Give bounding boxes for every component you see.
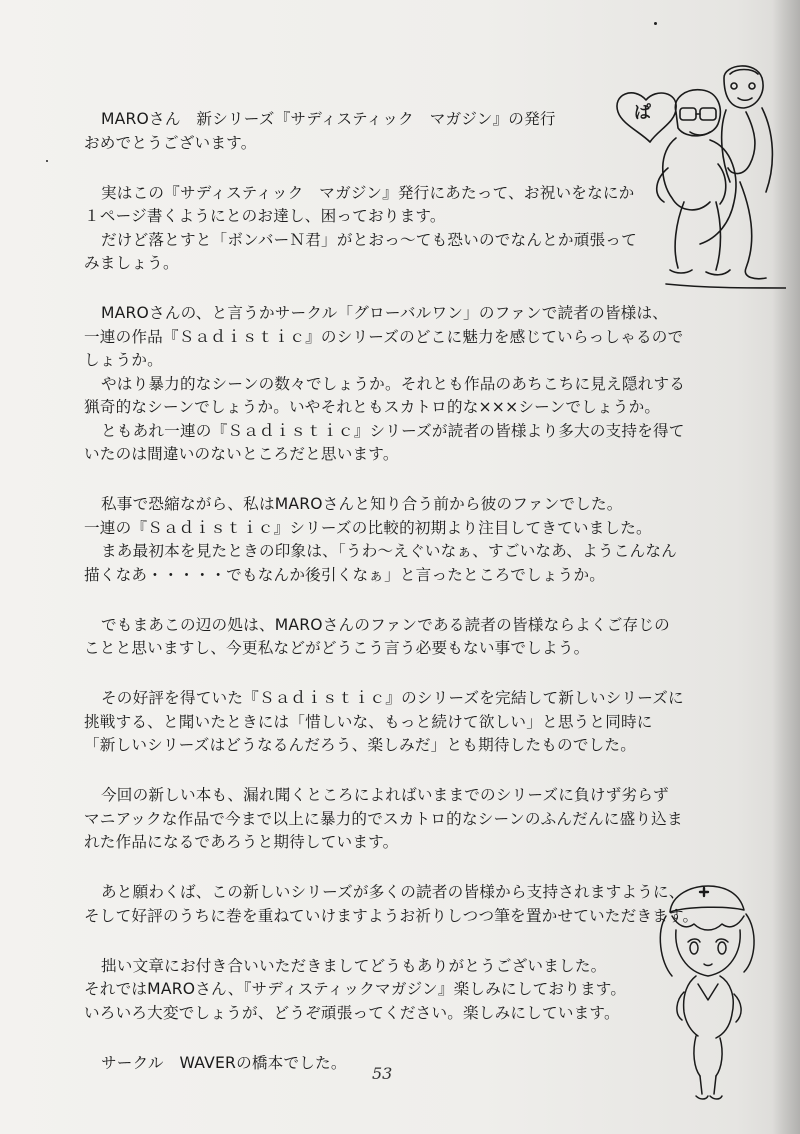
dust-speck bbox=[46, 160, 48, 162]
text-line: おめでとうございます。 bbox=[84, 133, 257, 152]
top-right-sketch bbox=[606, 52, 786, 302]
text-line: ともあれ一連の『Ｓａｄｉｓｔｉｃ』シリーズが読者の皆様より多大の支持を得て bbox=[101, 421, 685, 440]
text-line: れた作品になるであろうと期待しています。 bbox=[84, 833, 399, 851]
paragraph bbox=[84, 955, 684, 1026]
text-line: 私事で恐縮ながら、私はMAROさんと知り合う前から彼のファンでした。 bbox=[101, 495, 623, 513]
text-line: まあ最初本を見たときの印象は、「うわ〜えぐいなぁ、すごいなあ、ようこんなん bbox=[101, 542, 677, 560]
nurse-character-sketch bbox=[648, 872, 768, 1102]
text-line: そして好評のうちに巻を重ねていけますようお祈りしつつ筆を置かせていただきます。 bbox=[84, 906, 699, 925]
speech-bubble-text: ぱ bbox=[634, 103, 651, 123]
text-line: やはり暴力的なシーンの数々でしょうか。それとも作品のあちこちに見え隠れする bbox=[101, 374, 686, 393]
text-line: 挑戦する、と聞いたときには「惜しいな、もっと続けて欲しい」と思うと同時に bbox=[84, 712, 653, 731]
text-line: １ページ書くようにとのお達し、困っております。 bbox=[84, 207, 446, 225]
paragraph bbox=[84, 108, 684, 155]
text-line: 「新しいシリーズはどうなるんだろう、楽しみだ」とも期待したものでした。 bbox=[84, 736, 637, 754]
paragraph bbox=[84, 614, 684, 661]
text-line: だけど落とすと「ボンバーＮ君」がとおっ〜ても恐いのでなんとか頑張って bbox=[101, 230, 637, 249]
paragraph bbox=[84, 302, 684, 467]
paragraph bbox=[84, 784, 684, 855]
text-line: それではMAROさん、『サディスティックマガジン』楽しみにしております。 bbox=[84, 980, 627, 998]
text-line: サークル WAVERの橋本でした。 bbox=[101, 1053, 347, 1072]
paragraph bbox=[84, 687, 684, 758]
paragraph bbox=[84, 493, 684, 587]
text-line: 一連の作品『Ｓａｄｉｓｔｉｃ』のシリーズのどこに魅力を感じていらっしゃるので bbox=[84, 327, 684, 346]
text-line: マニアックな作品で今まで以上に暴力的でスカトロ的なシーンのふんだんに盛り込ま bbox=[84, 809, 683, 828]
text-line: MAROさんの、と言うかサークル「グローバルワン」のファンで読者の皆様は、 bbox=[101, 304, 669, 322]
text-line: その好評を得ていた『Ｓａｄｉｓｔｉｃ』のシリーズを完結して新しいシリーズに bbox=[101, 689, 684, 707]
text-line: あと願わくば、この新しいシリーズが多くの読者の皆様から支持されますように、 bbox=[101, 883, 685, 901]
text-line: 拙い文章にお付き合いいただきましてどうもありがとうございました。 bbox=[101, 956, 607, 975]
paragraph bbox=[84, 182, 684, 276]
text-line: でもまあこの辺の処は、MAROさんのファンである読者の皆様ならよくご存じの bbox=[101, 615, 670, 634]
text-line: みましょう。 bbox=[84, 254, 179, 272]
letter-body bbox=[84, 108, 699, 1102]
text-line: 一連の『Ｓａｄｉｓｔｉｃ』シリーズの比較的初期より注目してきていました。 bbox=[84, 518, 652, 537]
text-line: いたのは間違いのないところだと思います。 bbox=[84, 445, 399, 463]
text-line: 実はこの『サディスティック マガジン』発行にあたって、お祝いをなにか bbox=[101, 183, 635, 202]
text-line: 今回の新しい本も、漏れ聞くところによればいままでのシリーズに負けず劣らず bbox=[101, 786, 669, 804]
text-line: 猟奇的なシーンでしょうか。いやそれともスカトロ的な×××シーンでしょうか。 bbox=[84, 398, 661, 416]
text-line: MAROさん 新シリーズ『サディスティック マガジン』の発行 bbox=[101, 110, 556, 128]
text-line: しょうか。 bbox=[84, 351, 163, 369]
paragraph bbox=[84, 881, 699, 928]
text-line: ことと思いますし、今更私などがどうこう言う必要もない事でしよう。 bbox=[84, 639, 590, 657]
page-number: 53 bbox=[372, 1064, 393, 1083]
text-line: 描くなあ・・・・・でもなんか後引くなぁ」と言ったところでしょうか。 bbox=[84, 565, 606, 584]
text-line: いろいろ大変でしょうが、どうぞ頑張ってください。楽しみにしています。 bbox=[84, 1003, 620, 1022]
dust-speck bbox=[654, 22, 657, 25]
